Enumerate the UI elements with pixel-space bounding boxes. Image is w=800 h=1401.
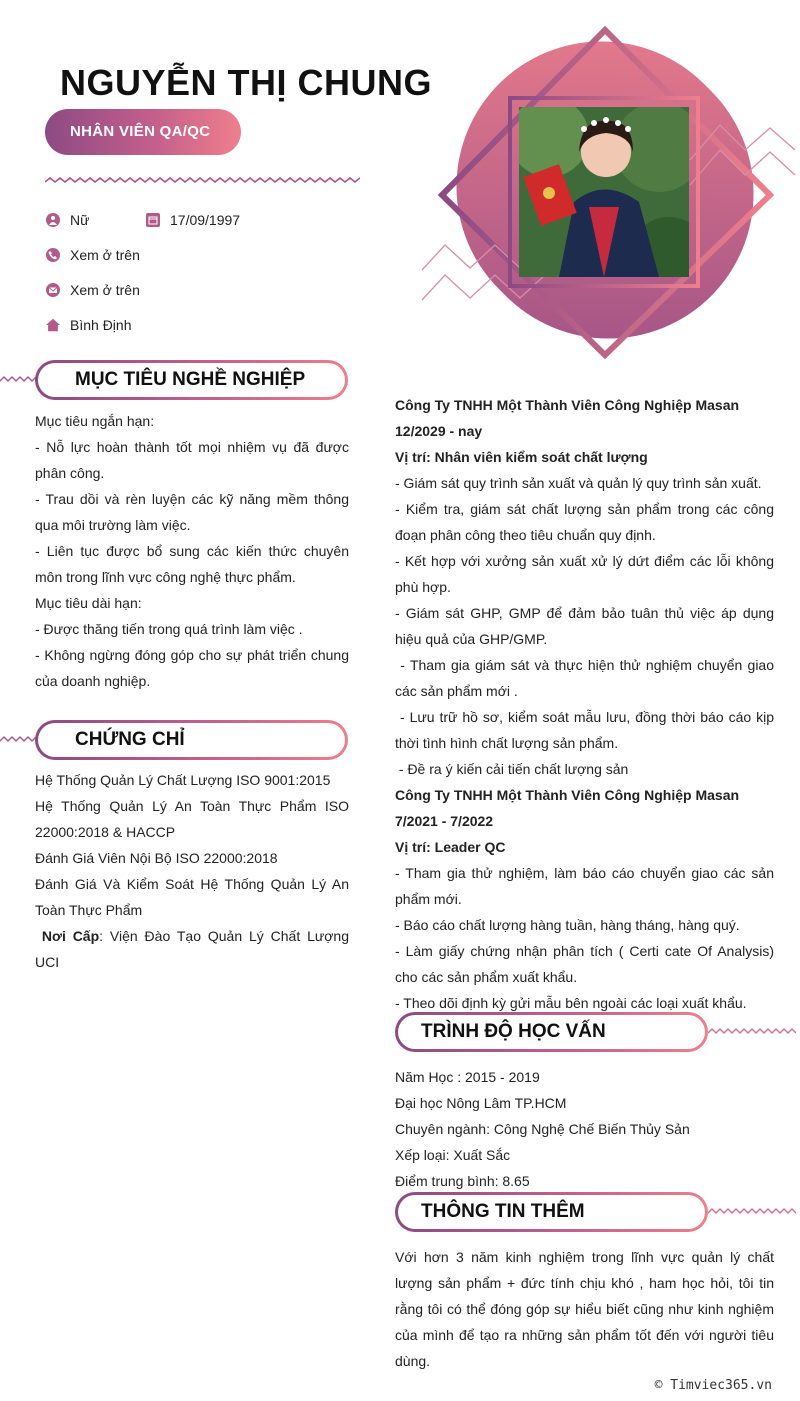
job-duty: - Đề ra ý kiến cải tiến chất lượng sản <box>395 761 629 777</box>
additional-info: Với hơn 3 năm kinh nghiệm trong lĩnh vực quản lý chất lượng sản phẩm + đức tính chịu khó , ham học hỏi, tôi tin rằng tôi có thể đóng góp sự hiểu biết cũng như kinh nghiệm của mình để tạo ra những sản phẩm tốt đến với người tiêu dùng. <box>395 1249 774 1369</box>
address-value: Bình Định <box>70 317 132 333</box>
certificate-item: Hệ Thống Quản Lý Chất Lượng ISO 9001:2015 <box>35 772 331 788</box>
candidate-name: NGUYỄN THỊ CHUNG <box>60 62 433 103</box>
job-role: Vị trí: Leader QC <box>395 839 506 855</box>
section-wave-left <box>0 376 40 386</box>
section-header-certificates <box>35 720 348 760</box>
job-period: 7/2021 - 7/2022 <box>395 813 494 829</box>
section-title-additional: THÔNG TIN THÊM <box>421 1201 585 1222</box>
job-duty: - Kết hợp với xưởng sản xuất xử lý dứt điểm các lỗi không phù hợp. <box>395 553 774 595</box>
company-name: Công Ty TNHH Một Thành Viên Công Nghiệp Masan <box>395 397 740 413</box>
contact-birthday <box>146 212 240 228</box>
education-details <box>395 1064 775 1194</box>
certificate-issuer <box>35 923 349 975</box>
calendar-icon <box>146 213 160 227</box>
job-duty: - Giám sát GHP, GMP để đảm bảo tuân thủ việc áp dụng hiệu quả của GHP/GMP. <box>395 605 774 647</box>
section-wave-right <box>708 1028 796 1038</box>
certificate-item: Đánh Giá Viên Nội Bộ ISO 22000:2018 <box>35 850 278 866</box>
section-header-objective <box>35 360 348 400</box>
profile-photo <box>519 107 689 277</box>
job-duty: - Tham gia thử nghiệm, làm báo cáo chuyển giao các sản phẩm mới. <box>395 865 774 907</box>
contact-gender <box>46 212 89 228</box>
home-icon <box>46 318 60 332</box>
contact-phone <box>46 247 140 263</box>
section-title-certificates: CHỨNG CHỈ <box>75 729 185 750</box>
mail-icon <box>46 283 60 297</box>
phone-icon <box>46 248 60 262</box>
certificate-item: Hệ Thống Quản Lý An Toàn Thực Phẩm ISO 22000:2018 & HACCP <box>35 798 349 840</box>
job-title-badge: NHÂN VIÊN QA/QC <box>45 109 241 155</box>
job-period: 12/2029 - nay <box>395 423 483 439</box>
objective-text <box>35 408 349 694</box>
objective-line: Mục tiêu ngắn hạn: <box>35 413 155 429</box>
birthday-value: 17/09/1997 <box>170 212 241 228</box>
objective-line: - Nỗ lực hoàn thành tốt mọi nhiệm vụ đã được phân công. <box>35 439 349 481</box>
section-header-additional <box>395 1192 708 1232</box>
section-title-objective: MỤC TIÊU NGHỀ NGHIỆP <box>75 369 306 390</box>
certificates-list <box>35 767 349 975</box>
issuer-value: : Viện Đào Tạo Quản Lý Chất Lượng UCI <box>35 928 349 970</box>
email-value: Xem ở trên <box>70 282 140 298</box>
section-wave-left <box>0 736 40 746</box>
job-duty: - Báo cáo chất lượng hàng tuần, hàng tháng, hàng quý. <box>395 917 740 933</box>
phone-value: Xem ở trên <box>70 247 140 263</box>
header-divider-wave <box>45 177 360 187</box>
job-duty: - Giám sát quy trình sản xuất và quản lý quy trình sản xuất. <box>395 475 762 491</box>
education-rank: Xếp loại: Xuất Sắc <box>395 1147 511 1163</box>
objective-line: - Trau dồi và rèn luyện các kỹ năng mềm thông qua môi trường làm việc. <box>35 491 349 533</box>
education-gpa: Điểm trung bình: 8.65 <box>395 1173 530 1189</box>
section-title-education: TRÌNH ĐỘ HỌC VẤN <box>421 1021 606 1042</box>
job-duty: - Theo dõi định kỳ gửi mẫu bên ngoài các loại xuất khẩu. <box>395 995 747 1011</box>
job-role: Vị trí: Nhân viên kiểm soát chất lượng <box>395 449 648 465</box>
job-duty: - Kiểm tra, giám sát chất lượng sản phẩm trong các công đoạn phân công theo tiêu chuẩn quy định. <box>395 501 774 543</box>
section-header-education <box>395 1012 708 1052</box>
footer-copyright: © Timviec365.vn <box>654 1378 772 1393</box>
job-duty: - Làm giấy chứng nhận phân tích ( Certi cate Of Analysis) cho các sản phẩm xuất khẩu. <box>395 943 774 985</box>
education-school: Đại học Nông Lâm TP.HCM <box>395 1095 567 1111</box>
section-wave-right <box>708 1208 796 1218</box>
contact-email <box>46 282 140 298</box>
job-duty: - Tham gia giám sát và thực hiện thử nghiệm chuyển giao các sản phẩm mới . <box>395 657 778 699</box>
experience-list <box>395 392 778 1016</box>
issuer-label: Nơi Cấp <box>41 928 100 944</box>
education-year: Năm Học : 2015 - 2019 <box>395 1069 540 1085</box>
company-name: Công Ty TNHH Một Thành Viên Công Nghiệp Masan <box>395 787 740 803</box>
certificate-item: Đánh Giá Và Kiểm Soát Hệ Thống Quản Lý An Toàn Thực Phẩm <box>35 876 349 918</box>
objective-line: - Liên tục được bổ sung các kiến thức chuyên môn trong lĩnh vực công nghệ thực phẩm. <box>35 543 349 585</box>
education-major: Chuyên ngành: Công Nghệ Chế Biến Thủy Sản <box>395 1121 690 1137</box>
objective-line: - Không ngừng đóng góp cho sự phát triển chung của doanh nghiệp. <box>35 647 349 689</box>
objective-line: Mục tiêu dài hạn: <box>35 595 142 611</box>
person-icon <box>46 213 60 227</box>
contact-address <box>46 317 131 333</box>
objective-line: - Được thăng tiến trong quá trình làm việc . <box>35 621 303 637</box>
gender-value: Nữ <box>70 212 90 228</box>
job-duty: - Lưu trữ hồ sơ, kiểm soát mẫu lưu, đồng thời báo cáo kịp thời tình hình chất lượng sản phẩm. <box>395 709 778 751</box>
